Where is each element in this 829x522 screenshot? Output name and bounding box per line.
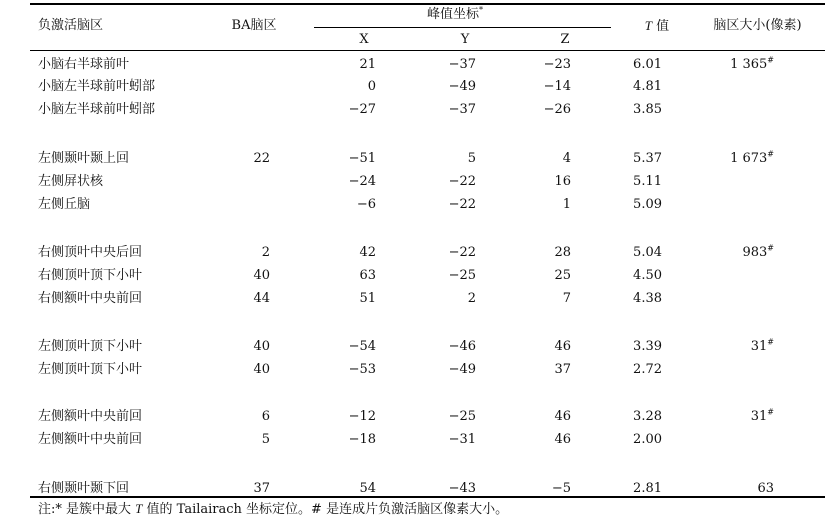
cell-x: −18 (348, 432, 376, 447)
cell-t: 4.50 (633, 268, 662, 283)
cell-size-mark: # (767, 55, 774, 65)
header-peak (400, 6, 510, 24)
cell-region: 左侧额叶中央前回 (38, 432, 143, 447)
cell-t: 6.01 (633, 57, 662, 72)
cell-x: −27 (348, 102, 376, 117)
cell-x: 21 (359, 57, 376, 72)
cell-x: −12 (348, 409, 376, 424)
header-peak-label: 峰值坐标 (426, 7, 479, 22)
cell-y: −25 (448, 409, 476, 424)
cell-t: 3.85 (633, 102, 662, 117)
cell-x: −51 (348, 151, 376, 166)
cell-y: −25 (448, 268, 476, 283)
cell-t: 2.81 (633, 481, 662, 496)
cell-region: 左侧顶叶顶下小叶 (38, 362, 143, 377)
note-prefix: 注:* 是簇中最大 (38, 502, 136, 517)
cell-t: 3.28 (633, 409, 662, 424)
cell-ba: 40 (253, 362, 270, 377)
cell-z: −23 (543, 57, 571, 72)
cell-t: 5.09 (633, 197, 662, 212)
cell-y: −49 (448, 362, 476, 377)
cell-size-value: 983 (742, 245, 768, 260)
cell-size (700, 244, 774, 262)
cell-region: 小脑右半球前叶 (38, 57, 130, 72)
cell-y: −22 (448, 197, 476, 212)
cell-x: 63 (359, 268, 376, 283)
cell-size-mark: # (767, 337, 774, 347)
note-suffix: 值的 Tailairach 坐标定位。# 是连成片负激活脑区像素大小。 (142, 502, 509, 517)
cell-y: −22 (448, 245, 476, 260)
cell-y: −37 (448, 57, 476, 72)
header-y: Y (460, 32, 470, 47)
cell-z: 28 (554, 245, 571, 260)
cell-z: 4 (562, 151, 571, 166)
cell-x: 51 (359, 291, 376, 306)
cell-region: 右侧颞叶颞下回 (38, 481, 130, 496)
cell-y: −49 (448, 79, 476, 94)
cell-t: 2.00 (633, 432, 662, 447)
cell-size (700, 56, 774, 74)
cell-ba: 22 (253, 151, 270, 166)
cell-z: −26 (543, 102, 571, 117)
cell-z: −5 (551, 481, 571, 496)
cell-y: −22 (448, 174, 476, 189)
cell-region: 左侧颞叶颞上回 (38, 151, 130, 166)
cell-y: −37 (448, 102, 476, 117)
cell-x: −53 (348, 362, 376, 377)
cell-z: 7 (562, 291, 571, 306)
cell-t: 4.81 (633, 79, 662, 94)
cell-region: 右侧顶叶顶下小叶 (38, 268, 143, 283)
cell-ba: 6 (261, 409, 270, 424)
header-x: X (359, 32, 369, 47)
cell-z: 46 (554, 432, 571, 447)
header-region: 负激活脑区 (38, 18, 104, 33)
cell-size-mark: # (767, 149, 774, 159)
cell-x: 0 (367, 79, 376, 94)
cell-size-value: 1 365 (730, 57, 768, 72)
cell-x: −24 (348, 174, 376, 189)
cell-size-value: 63 (757, 481, 774, 496)
cell-z: 16 (554, 174, 571, 189)
cell-y: 2 (467, 291, 476, 306)
cell-x: 42 (359, 245, 376, 260)
cell-region: 右侧额叶中央前回 (38, 291, 143, 306)
note-t-letter: T (135, 501, 143, 516)
cell-ba: 40 (253, 268, 270, 283)
table-note (38, 500, 508, 519)
cell-x: −54 (348, 339, 376, 354)
table-top-rule (30, 3, 825, 5)
cell-ba: 44 (253, 291, 270, 306)
cell-z: 46 (554, 409, 571, 424)
cell-t: 4.38 (633, 291, 662, 306)
cell-t: 3.39 (633, 339, 662, 354)
header-bottom-rule (30, 50, 825, 51)
cell-z: 1 (562, 197, 571, 212)
cell-region: 左侧丘脑 (38, 197, 91, 212)
header-t (630, 17, 684, 36)
cell-ba: 2 (261, 245, 270, 260)
cell-y: −31 (448, 432, 476, 447)
cell-size-value: 31 (750, 409, 768, 424)
cell-z: 37 (554, 362, 571, 377)
cell-y: −46 (448, 339, 476, 354)
cell-ba: 5 (261, 432, 270, 447)
cell-region: 左侧屏状核 (38, 174, 104, 189)
cell-z: 46 (554, 339, 571, 354)
cell-region: 左侧额叶中央前回 (38, 409, 143, 424)
header-ba: BA脑区 (231, 18, 277, 33)
cell-ba: 37 (253, 481, 270, 496)
cell-size-value: 31 (750, 339, 768, 354)
cell-x: −6 (356, 197, 376, 212)
cell-t: 5.11 (633, 174, 662, 189)
cell-z: 25 (554, 268, 571, 283)
header-size: 脑区大小(像素) (713, 18, 802, 33)
cell-size-value: 1 673 (730, 151, 768, 166)
cell-t: 5.37 (633, 151, 662, 166)
header-peak-mark: * (479, 5, 483, 15)
cell-size (700, 338, 774, 356)
cell-x: 54 (359, 481, 376, 496)
header-z: Z (560, 32, 570, 47)
cell-ba: 40 (253, 339, 270, 354)
cell-size-mark: # (767, 243, 774, 253)
header-t-letter: T (644, 18, 653, 33)
cell-z: −14 (543, 79, 571, 94)
cell-t: 2.72 (633, 362, 662, 377)
cell-region: 左侧顶叶顶下小叶 (38, 339, 143, 354)
cell-t: 5.04 (633, 245, 662, 260)
cell-size (700, 480, 774, 498)
cell-region: 小脑左半球前叶蚓部 (38, 102, 156, 117)
cell-size (700, 150, 774, 168)
cell-y: 5 (467, 151, 476, 166)
cell-size-mark: # (767, 407, 774, 417)
cell-region: 右侧顶叶中央后回 (38, 245, 143, 260)
header-t-word: 值 (656, 19, 670, 34)
peak-header-rule (314, 27, 611, 28)
cell-size (700, 408, 774, 426)
cell-region: 小脑左半球前叶蚓部 (38, 79, 156, 94)
cell-y: −43 (448, 481, 476, 496)
